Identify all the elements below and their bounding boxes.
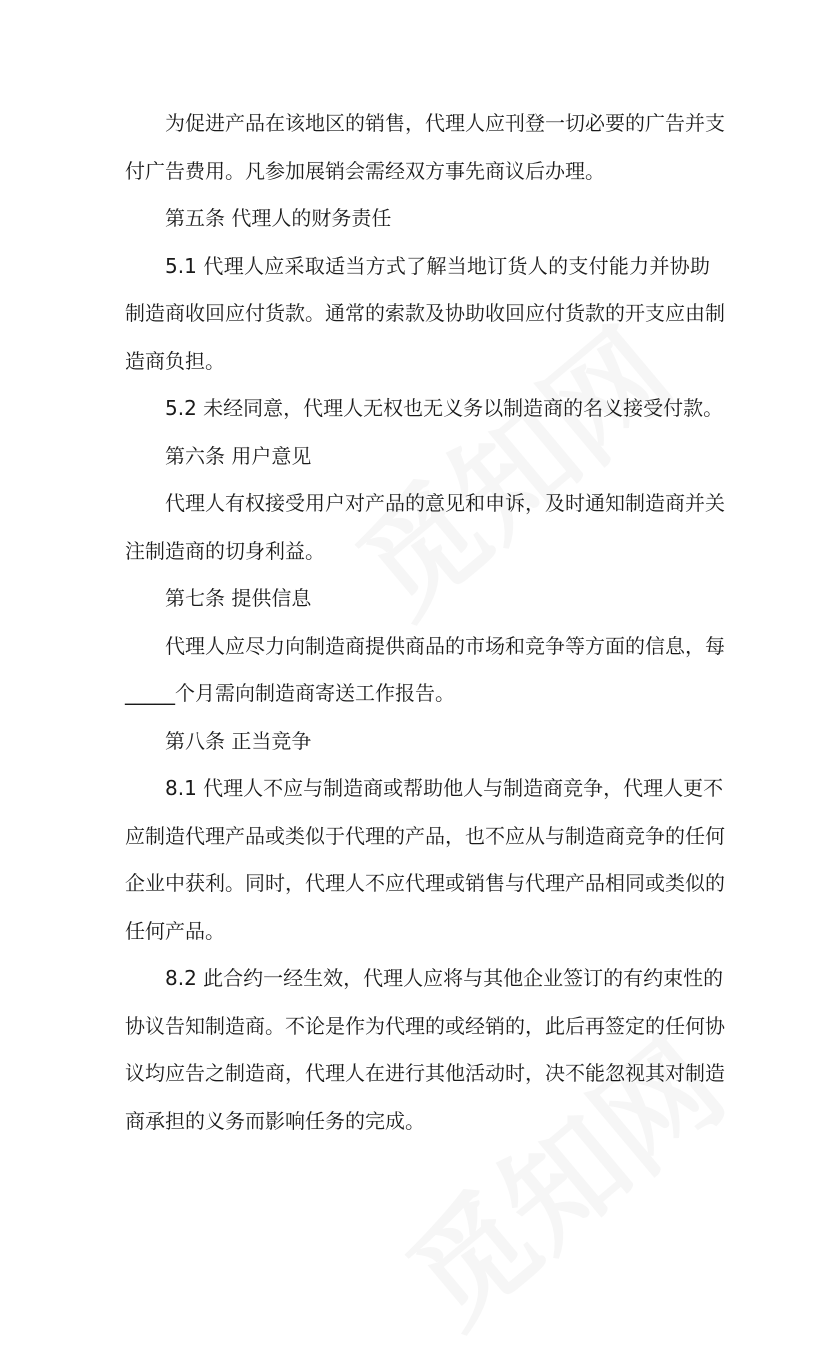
text-line: 8.1 代理人不应与制造商或帮助他人与制造商竞争，代理人更不: [165, 776, 724, 800]
text-line: 任何产品。: [125, 918, 225, 943]
paragraph: [125, 765, 725, 955]
text-line: 制造商收回应付货款。通常的索款及协助收回应付货款的开支应由制: [125, 301, 725, 325]
text-line: 5.1 代理人应采取适当方式了解当地订货人的支付能力并协助: [165, 253, 710, 278]
paragraph: [125, 100, 725, 195]
section-heading: [125, 433, 710, 481]
text-line: 议均应告之制造商，代理人在进行其他活动时，决不能忽视其对制造: [125, 1061, 725, 1085]
section-heading: [125, 718, 710, 766]
text-line: 造商负担。: [125, 348, 225, 373]
text-line: 第七条 提供信息: [165, 586, 312, 610]
section-heading: [125, 195, 710, 243]
paragraph: [125, 243, 725, 386]
text-line: 代理人有权接受用户对产品的意见和申诉，及时通知制造商并关: [165, 491, 725, 515]
paragraph: [125, 480, 725, 575]
text-line: 第五条 代理人的财务责任: [165, 206, 392, 230]
text-line: 商承担的义务而影响任务的完成。: [125, 1108, 425, 1133]
text-line: 8.2 此合约一经生效，代理人应将与其他企业签订的有约束性的: [165, 966, 724, 990]
paragraph: [125, 385, 724, 433]
text-line: 第八条 正当竞争: [165, 728, 312, 753]
text-line: 代理人应尽力向制造商提供商品的市场和竞争等方面的信息，每: [165, 633, 725, 658]
text-line: 为促进产品在该地区的销售，代理人应刊登一切必要的广告并支: [165, 111, 725, 135]
document-body: [125, 100, 725, 1145]
paragraph: [125, 623, 725, 718]
text-line: _____个月需向制造商寄送工作报告。: [125, 681, 455, 705]
section-heading: [125, 575, 710, 623]
text-line: 付广告费用。凡参加展销会需经双方事先商议后办理。: [125, 158, 605, 183]
text-line: 协议告知制造商。不论是作为代理的或经销的，此后再签定的任何协: [125, 1013, 725, 1038]
text-line: 5.2 未经同意，代理人无权也无义务以制造商的名义接受付款。: [165, 396, 724, 420]
paragraph: [125, 955, 725, 1145]
text-line: 第六条 用户意见: [165, 443, 312, 468]
text-line: 企业中获利。同时，代理人不应代理或销售与代理产品相同或类似的: [125, 871, 725, 895]
text-line: 应制造代理产品或类似于代理的产品，也不应从与制造商竞争的任何: [125, 823, 725, 848]
text-line: 注制造商的切身利益。: [125, 538, 325, 563]
